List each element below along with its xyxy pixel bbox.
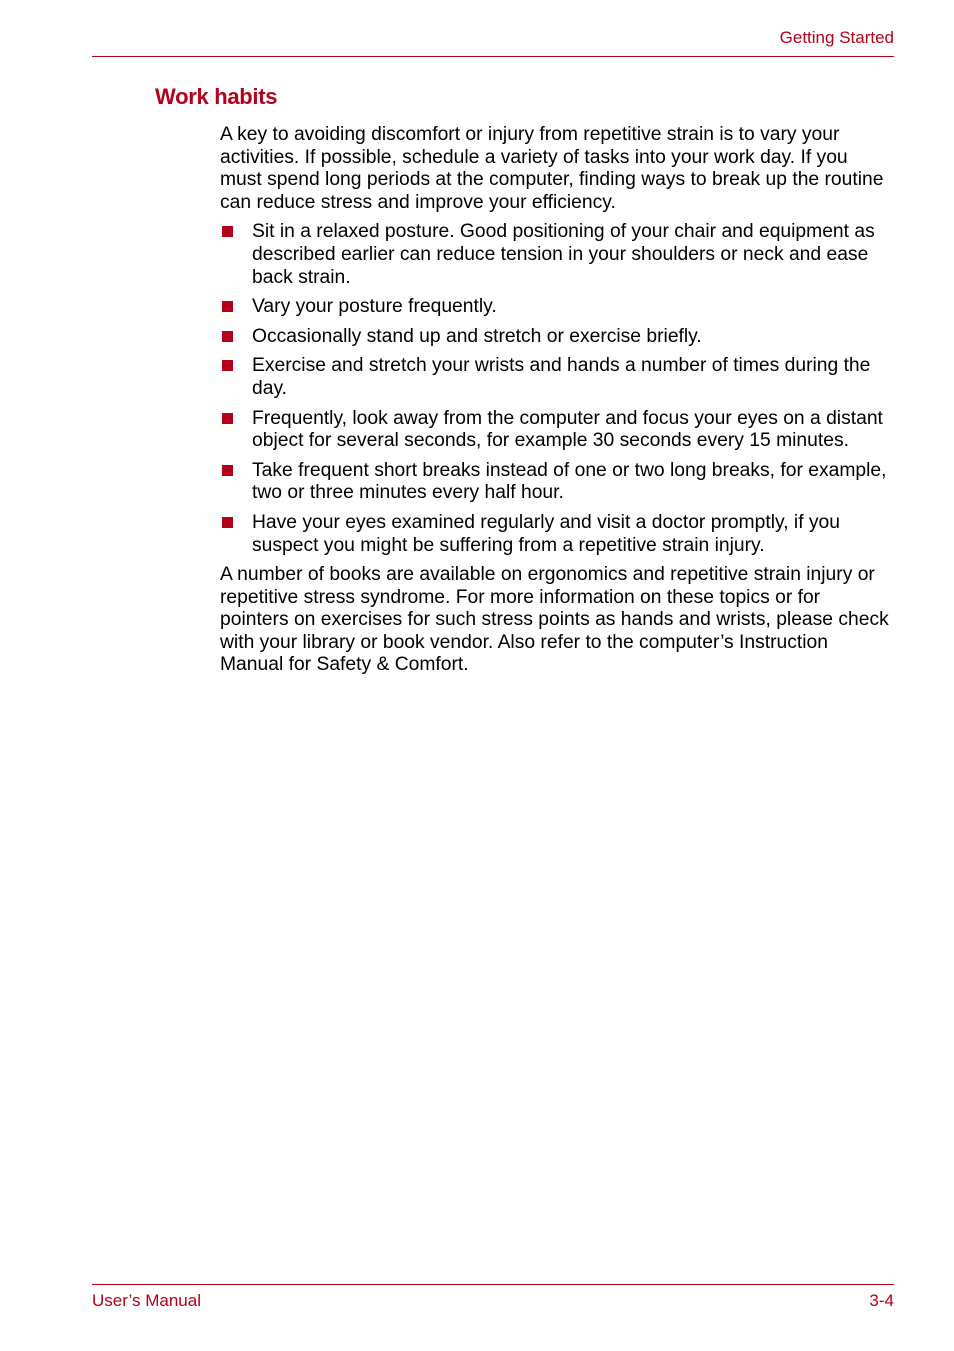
square-bullet-icon	[222, 517, 233, 528]
closing-paragraph: A number of books are available on ergonomics and repetitive strain injury or repetitive stress syndrome. For more information on these topics or for pointers on exercises for such stress points as hands and wrists, please check with your library or book vendor. Also refer to the computer’s Instruction Manual for Safety & Comfort.	[220, 564, 889, 676]
intro-paragraph: A key to avoiding discomfort or injury from repetitive strain is to vary your activities. If possible, schedule a variety of tasks into your work day. If you must spend long periods at the computer, finding ways to break up the routine can reduce stress and improve your efficiency.	[220, 124, 884, 213]
footer-rule	[92, 1284, 894, 1285]
list-item-text: Take frequent short breaks instead of one or two long breaks, for example, two or three minutes every half hour.	[252, 459, 887, 504]
square-bullet-icon	[222, 413, 233, 424]
square-bullet-icon	[222, 360, 233, 371]
list-item-text: Occasionally stand up and stretch or exercise briefly.	[252, 325, 702, 347]
list-item	[220, 512, 894, 557]
footer-manual-title: User’s Manual	[92, 1291, 201, 1310]
square-bullet-icon	[222, 226, 233, 237]
tips-list	[220, 221, 894, 557]
square-bullet-icon	[222, 331, 233, 342]
square-bullet-icon	[222, 465, 233, 476]
list-item	[220, 221, 894, 289]
header-rule	[92, 56, 894, 57]
list-item	[220, 355, 894, 400]
list-item	[220, 296, 894, 319]
list-item-text: Vary your posture frequently.	[252, 296, 497, 318]
list-item	[220, 326, 894, 349]
square-bullet-icon	[222, 301, 233, 312]
list-item	[220, 460, 894, 505]
running-header: Getting Started	[779, 28, 894, 47]
section-body	[220, 124, 894, 677]
list-item-text: Sit in a relaxed posture. Good positioning of your chair and equipment as described earlier can reduce tension in your shoulders or neck and ease back strain.	[252, 221, 875, 288]
list-item	[220, 408, 894, 453]
section-title: Work habits	[155, 84, 278, 109]
page-number: 3-4	[869, 1291, 894, 1310]
list-item-text: Have your eyes examined regularly and visit a doctor promptly, if you suspect you might be suffering from a repetitive strain injury.	[252, 511, 840, 556]
list-item-text: Frequently, look away from the computer and focus your eyes on a distant object for several seconds, for example 30 seconds every 15 minutes.	[252, 407, 883, 452]
list-item-text: Exercise and stretch your wrists and hands a number of times during the day.	[252, 355, 871, 399]
